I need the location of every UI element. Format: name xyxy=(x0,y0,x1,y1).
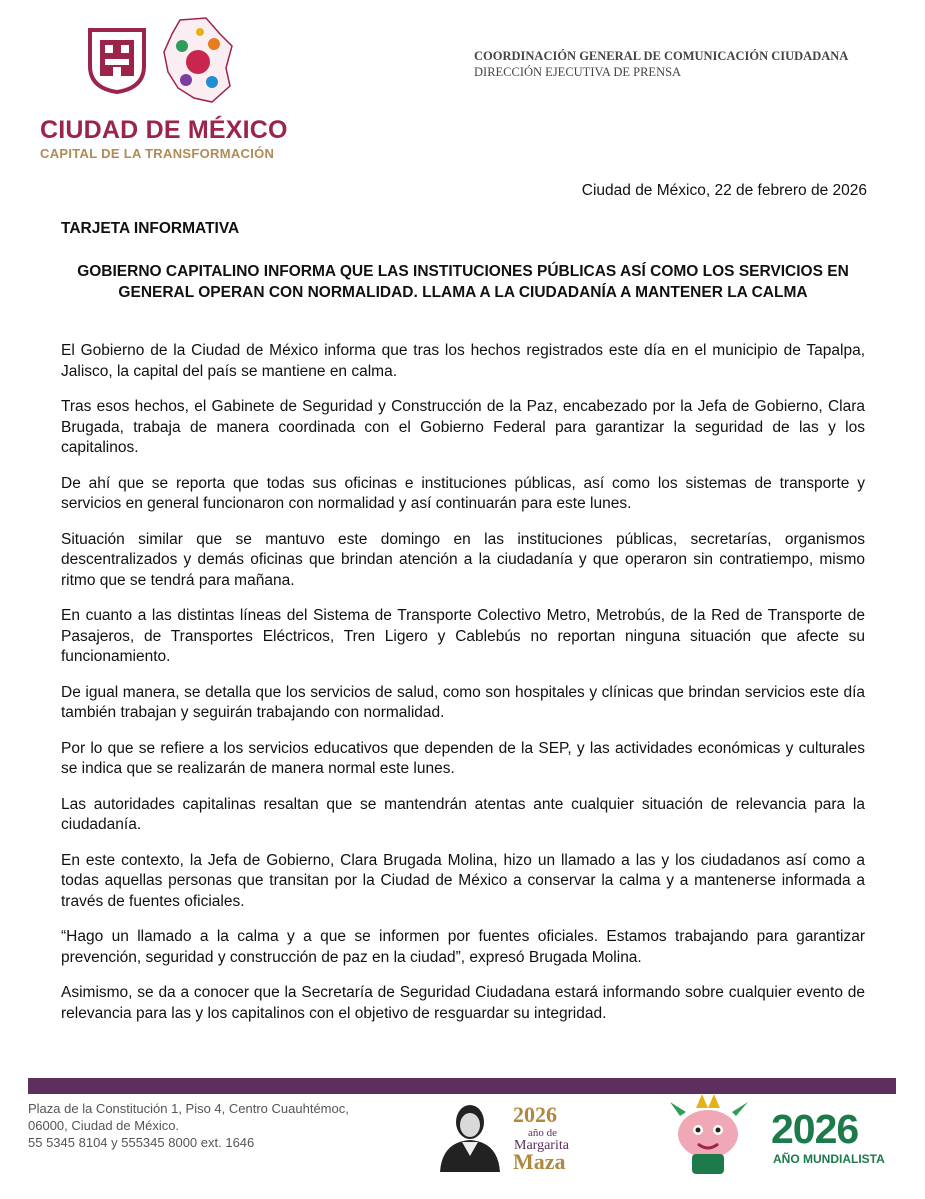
address-line: 06000, Ciudad de México. xyxy=(28,1118,180,1133)
city-shield-icon xyxy=(86,26,148,94)
paragraph: De igual manera, se detalla que los servicios de salud, como son hospitales y clínicas que brindan servicios este día también trabajan y seguirán trabajando con normalidad. xyxy=(61,683,865,721)
headline: GOBIERNO CAPITALINO INFORMA QUE LAS INSTITUCIONES PÚBLICAS ASÍ COMO LOS SERVICIOS EN GENERAL OPERAN CON NORMALIDAD. LLAMA A LA CIUDADANÍA A MANTENER LA CALMA xyxy=(77,263,849,301)
margarita-maza-portrait-icon xyxy=(432,1100,508,1172)
margarita-year: 2026 xyxy=(513,1102,557,1127)
org-subdivision: DIRECCIÓN EJECUTIVA DE PRENSA xyxy=(474,65,682,79)
axolotl-mascot-icon xyxy=(652,1094,764,1178)
margarita-line: Maza xyxy=(513,1149,566,1174)
phone-line: 55 5345 8104 y 555345 8000 ext. 1646 xyxy=(28,1135,255,1150)
document-body xyxy=(61,341,865,1039)
city-slogan: CAPITAL DE LA TRANSFORMACIÓN xyxy=(40,146,275,161)
paragraph: Las autoridades capitalinas resaltan que se mantendrán atentas ante cualquier situación de relevancia para la ciudadanía. xyxy=(61,795,865,833)
margarita-line: Margarita xyxy=(514,1138,569,1153)
cdmx-logo xyxy=(86,26,148,94)
cdmx-map-icon xyxy=(160,16,236,106)
paragraph: En cuanto a las distintas líneas del Sistema de Transporte Colectivo Metro, Metrobús, de la Red de Transporte de Pasajeros, de Transportes Eléctricos, Tren Ligero y Cablebús no reportan ninguna situación que afecte su funcionamiento. xyxy=(61,607,865,665)
footer-bar xyxy=(28,1078,896,1094)
paragraph: El Gobierno de la Ciudad de México informa que tras los hechos registrados este día en el municipio de Tapalpa, Jalisco, la capital del país se mantiene en calma. xyxy=(61,342,865,380)
city-name: CIUDAD DE MÉXICO xyxy=(40,116,288,144)
paragraph: “Hago un llamado a la calma y a que se informen por fuentes oficiales. Estamos trabajando para garantizar prevención, seguridad y construcción de paz en la ciudad”, expresó Brugada Molina. xyxy=(61,928,865,966)
address-line: Plaza de la Constitución 1, Piso 4, Centro Cuauhtémoc, xyxy=(28,1101,349,1116)
footer-address xyxy=(28,1100,349,1151)
mundial-label: AÑO MUNDIALISTA xyxy=(773,1152,885,1166)
document-type: TARJETA INFORMATIVA xyxy=(61,220,240,237)
date-line: Ciudad de México, 22 de febrero de 2026 xyxy=(581,182,867,199)
margarita-line: año de xyxy=(528,1127,558,1139)
paragraph: De ahí que se reporta que todas sus oficinas e instituciones públicas, así como los sistemas de transporte y servicios en general funcionaron con normalidad y así continuarán para este lunes. xyxy=(61,474,865,512)
paragraph: Asimismo, se da a conocer que la Secretaría de Seguridad Ciudadana estará informando sobre cualquier evento de relevancia para las y los capitalinos con el objetivo de resguardar su integridad. xyxy=(61,984,865,1022)
paragraph: Tras esos hechos, el Gabinete de Seguridad y Construcción de la Paz, encabezado por la Jefa de Gobierno, Clara Brugada, trabaja de manera coordinada con el Gobierno Federal para garantizar la seguridad de las y los capitalinos. xyxy=(61,398,865,456)
paragraph: En este contexto, la Jefa de Gobierno, Clara Brugada Molina, hizo un llamado a las y los ciudadanos así como a todas aquellas personas que transitan por la Ciudad de México a conservar la calma y a mantenerse informada a través de fuentes oficiales. xyxy=(61,851,865,910)
paragraph: Situación similar que se mantuvo este domingo en las instituciones públicas, secretarías, organismos descentralizados y demás oficinas que brindan atención a la ciudadanía y que operaron sin contratiempo, mismo ritmo que se tendrá para mañana. xyxy=(61,530,865,589)
org-name: COORDINACIÓN GENERAL DE COMUNICACIÓN CIUDADANA xyxy=(474,49,849,63)
paragraph: Por lo que se refiere a los servicios educativos que dependen de la SEP, y las actividades económicas y culturales se indica que se realizarán de manera normal este lunes. xyxy=(61,739,865,777)
mundial-year: 2026 xyxy=(771,1106,859,1152)
